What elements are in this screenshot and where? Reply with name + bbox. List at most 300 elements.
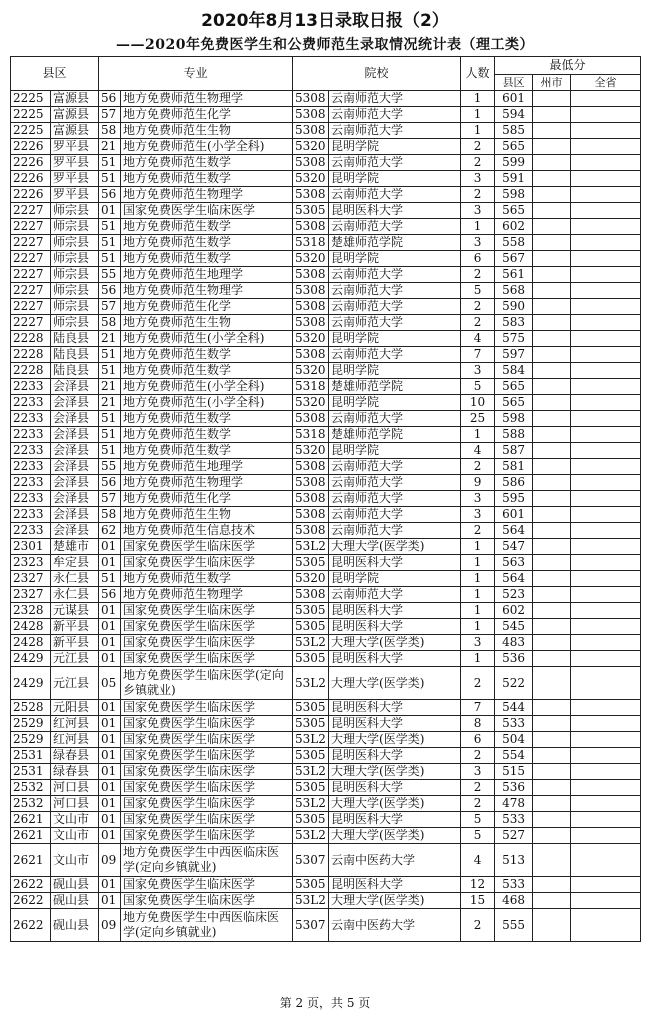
major-code-cell: 51	[99, 411, 121, 427]
table-row	[11, 571, 641, 587]
major-name-cell: 地方免费师范生数学	[121, 363, 293, 379]
county-code-cell: 2233	[11, 427, 51, 443]
county-code-cell: 2429	[11, 667, 51, 700]
min-city-cell	[533, 219, 571, 235]
school-code-cell: 5305	[293, 780, 329, 796]
county-name-cell: 会泽县	[51, 507, 99, 523]
min-province-cell	[571, 667, 641, 700]
school-code-cell: 5320	[293, 395, 329, 411]
school-name-cell: 云南师范大学	[329, 587, 461, 603]
county-name-cell: 会泽县	[51, 411, 99, 427]
school-code-cell: 5308	[293, 219, 329, 235]
county-code-cell: 2227	[11, 203, 51, 219]
county-name-cell: 牟定县	[51, 555, 99, 571]
table-row	[11, 283, 641, 299]
school-name-cell: 大理大学(医学类)	[329, 764, 461, 780]
major-name-cell: 地方免费师范生物理学	[121, 187, 293, 203]
major-code-cell: 57	[99, 491, 121, 507]
county-code-cell: 2529	[11, 732, 51, 748]
school-name-cell: 云南师范大学	[329, 459, 461, 475]
major-name-cell: 地方免费师范生物理学	[121, 91, 293, 107]
min-county-cell: 594	[495, 107, 533, 123]
major-code-cell: 01	[99, 619, 121, 635]
county-name-cell: 河口县	[51, 796, 99, 812]
count-cell: 2	[461, 459, 495, 475]
count-cell: 1	[461, 107, 495, 123]
min-city-cell	[533, 587, 571, 603]
min-county-cell: 588	[495, 427, 533, 443]
major-name-cell: 地方免费师范生生物	[121, 123, 293, 139]
count-cell: 3	[461, 203, 495, 219]
min-city-cell	[533, 251, 571, 267]
min-city-cell	[533, 635, 571, 651]
county-name-cell: 陆良县	[51, 363, 99, 379]
school-name-cell: 昆明学院	[329, 171, 461, 187]
school-code-cell: 5308	[293, 187, 329, 203]
county-code-cell: 2323	[11, 555, 51, 571]
min-city-cell	[533, 603, 571, 619]
school-code-cell: 53L2	[293, 732, 329, 748]
table-row	[11, 267, 641, 283]
major-code-cell: 21	[99, 395, 121, 411]
major-code-cell: 51	[99, 427, 121, 443]
header-count: 人数	[461, 57, 495, 91]
table-row	[11, 331, 641, 347]
county-name-cell: 陆良县	[51, 347, 99, 363]
min-county-cell: 513	[495, 844, 533, 877]
table-row	[11, 732, 641, 748]
count-cell: 2	[461, 748, 495, 764]
major-code-cell: 51	[99, 443, 121, 459]
school-code-cell: 5308	[293, 155, 329, 171]
min-city-cell	[533, 812, 571, 828]
major-code-cell: 51	[99, 219, 121, 235]
count-cell: 2	[461, 155, 495, 171]
county-code-cell: 2531	[11, 748, 51, 764]
table-row	[11, 459, 641, 475]
county-name-cell: 元谋县	[51, 603, 99, 619]
major-name-cell: 地方免费师范生数学	[121, 171, 293, 187]
county-name-cell: 罗平县	[51, 139, 99, 155]
min-province-cell	[571, 459, 641, 475]
school-code-cell: 53L2	[293, 893, 329, 909]
major-name-cell: 国家免费医学生临床医学	[121, 651, 293, 667]
school-code-cell: 5320	[293, 139, 329, 155]
table-row	[11, 251, 641, 267]
min-county-cell: 602	[495, 603, 533, 619]
major-code-cell: 01	[99, 812, 121, 828]
table-row	[11, 539, 641, 555]
school-code-cell: 5305	[293, 651, 329, 667]
school-name-cell: 云南师范大学	[329, 475, 461, 491]
table-row	[11, 587, 641, 603]
min-city-cell	[533, 732, 571, 748]
school-name-cell: 云南师范大学	[329, 523, 461, 539]
major-code-cell: 51	[99, 571, 121, 587]
count-cell: 4	[461, 844, 495, 877]
school-name-cell: 云南中医药大学	[329, 844, 461, 877]
major-code-cell: 57	[99, 299, 121, 315]
min-province-cell	[571, 315, 641, 331]
school-name-cell: 昆明医科大学	[329, 603, 461, 619]
count-cell: 6	[461, 251, 495, 267]
school-name-cell: 云南师范大学	[329, 507, 461, 523]
count-cell: 2	[461, 267, 495, 283]
school-name-cell: 云南师范大学	[329, 347, 461, 363]
table-row	[11, 187, 641, 203]
min-city-cell	[533, 619, 571, 635]
major-name-cell: 地方免费师范生物理学	[121, 587, 293, 603]
school-name-cell: 大理大学(医学类)	[329, 893, 461, 909]
county-name-cell: 师宗县	[51, 299, 99, 315]
major-name-cell: 地方免费师范生数学	[121, 427, 293, 443]
county-name-cell: 会泽县	[51, 475, 99, 491]
county-code-cell: 2227	[11, 283, 51, 299]
county-name-cell: 师宗县	[51, 315, 99, 331]
table-row	[11, 171, 641, 187]
county-code-cell: 2227	[11, 299, 51, 315]
count-cell: 2	[461, 139, 495, 155]
table-row	[11, 347, 641, 363]
count-cell: 5	[461, 828, 495, 844]
table-row	[11, 651, 641, 667]
min-city-cell	[533, 443, 571, 459]
major-name-cell: 国家免费医学生临床医学	[121, 796, 293, 812]
county-name-cell: 砚山县	[51, 893, 99, 909]
min-province-cell	[571, 363, 641, 379]
min-city-cell	[533, 171, 571, 187]
min-city-cell	[533, 475, 571, 491]
school-name-cell: 昆明学院	[329, 251, 461, 267]
major-code-cell: 01	[99, 539, 121, 555]
major-name-cell: 国家免费医学生临床医学	[121, 619, 293, 635]
min-county-cell: 587	[495, 443, 533, 459]
school-name-cell: 云南师范大学	[329, 267, 461, 283]
min-county-cell: 590	[495, 299, 533, 315]
min-province-cell	[571, 91, 641, 107]
county-code-cell: 2227	[11, 219, 51, 235]
table-row	[11, 315, 641, 331]
min-county-cell: 583	[495, 315, 533, 331]
count-cell: 2	[461, 780, 495, 796]
major-name-cell: 地方免费医学生中西医临床医学(定向乡镇就业)	[121, 909, 293, 942]
min-province-cell	[571, 812, 641, 828]
min-county-cell: 533	[495, 716, 533, 732]
county-code-cell: 2622	[11, 909, 51, 942]
table-row	[11, 555, 641, 571]
major-name-cell: 国家免费医学生临床医学	[121, 780, 293, 796]
table-row	[11, 379, 641, 395]
min-county-cell: 536	[495, 780, 533, 796]
county-code-cell: 2622	[11, 877, 51, 893]
min-province-cell	[571, 187, 641, 203]
min-county-cell: 523	[495, 587, 533, 603]
major-name-cell: 地方免费师范生物理学	[121, 475, 293, 491]
min-county-cell: 522	[495, 667, 533, 700]
header-school: 院校	[293, 57, 461, 91]
major-code-cell: 09	[99, 844, 121, 877]
count-cell: 5	[461, 379, 495, 395]
major-code-cell: 51	[99, 235, 121, 251]
table-row	[11, 395, 641, 411]
min-city-cell	[533, 347, 571, 363]
county-code-cell: 2531	[11, 764, 51, 780]
county-name-cell: 文山市	[51, 844, 99, 877]
min-city-cell	[533, 395, 571, 411]
min-county-cell: 601	[495, 507, 533, 523]
county-code-cell: 2327	[11, 587, 51, 603]
min-county-cell: 544	[495, 700, 533, 716]
count-cell: 2	[461, 796, 495, 812]
min-city-cell	[533, 299, 571, 315]
count-cell: 2	[461, 299, 495, 315]
county-name-cell: 会泽县	[51, 379, 99, 395]
min-province-cell	[571, 732, 641, 748]
major-name-cell: 地方免费师范生化学	[121, 491, 293, 507]
major-name-cell: 地方免费师范生地理学	[121, 459, 293, 475]
county-name-cell: 永仁县	[51, 571, 99, 587]
major-code-cell: 56	[99, 475, 121, 491]
county-name-cell: 师宗县	[51, 283, 99, 299]
county-code-cell: 2528	[11, 700, 51, 716]
county-name-cell: 河口县	[51, 780, 99, 796]
county-name-cell: 新平县	[51, 619, 99, 635]
table-row	[11, 764, 641, 780]
major-name-cell: 国家免费医学生临床医学	[121, 764, 293, 780]
min-county-cell: 545	[495, 619, 533, 635]
major-code-cell: 01	[99, 764, 121, 780]
min-county-cell: 565	[495, 139, 533, 155]
major-code-cell: 56	[99, 283, 121, 299]
county-name-cell: 会泽县	[51, 395, 99, 411]
school-code-cell: 5320	[293, 331, 329, 347]
school-name-cell: 云南中医药大学	[329, 909, 461, 942]
county-name-cell: 师宗县	[51, 219, 99, 235]
table-row	[11, 507, 641, 523]
table-row	[11, 299, 641, 315]
min-province-cell	[571, 267, 641, 283]
school-name-cell: 昆明学院	[329, 395, 461, 411]
min-county-cell: 565	[495, 379, 533, 395]
table-row	[11, 219, 641, 235]
major-name-cell: 国家免费医学生临床医学	[121, 893, 293, 909]
min-county-cell: 597	[495, 347, 533, 363]
school-name-cell: 昆明医科大学	[329, 203, 461, 219]
min-county-cell: 591	[495, 171, 533, 187]
table-row	[11, 203, 641, 219]
major-name-cell: 地方免费师范生(小学全科)	[121, 395, 293, 411]
min-county-cell: 558	[495, 235, 533, 251]
county-code-cell: 2228	[11, 363, 51, 379]
min-county-cell: 561	[495, 267, 533, 283]
county-code-cell: 2233	[11, 475, 51, 491]
min-city-cell	[533, 91, 571, 107]
major-code-cell: 21	[99, 379, 121, 395]
min-county-cell: 575	[495, 331, 533, 347]
min-county-cell: 584	[495, 363, 533, 379]
school-code-cell: 5318	[293, 235, 329, 251]
admission-table	[10, 56, 641, 942]
min-city-cell	[533, 411, 571, 427]
major-code-cell: 01	[99, 828, 121, 844]
school-name-cell: 云南师范大学	[329, 91, 461, 107]
school-name-cell: 楚雄师范学院	[329, 427, 461, 443]
major-code-cell: 58	[99, 123, 121, 139]
major-name-cell: 地方免费师范生(小学全科)	[121, 139, 293, 155]
min-city-cell	[533, 283, 571, 299]
county-code-cell: 2233	[11, 379, 51, 395]
min-city-cell	[533, 796, 571, 812]
school-code-cell: 5308	[293, 91, 329, 107]
table-row	[11, 107, 641, 123]
min-city-cell	[533, 667, 571, 700]
county-name-cell: 新平县	[51, 635, 99, 651]
min-city-cell	[533, 700, 571, 716]
min-province-cell	[571, 491, 641, 507]
county-name-cell: 红河县	[51, 716, 99, 732]
county-code-cell: 2529	[11, 716, 51, 732]
county-code-cell: 2328	[11, 603, 51, 619]
school-name-cell: 云南师范大学	[329, 107, 461, 123]
major-name-cell: 地方免费医学生中西医临床医学(定向乡镇就业)	[121, 844, 293, 877]
school-name-cell: 大理大学(医学类)	[329, 796, 461, 812]
county-code-cell: 2225	[11, 91, 51, 107]
school-code-cell: 5305	[293, 603, 329, 619]
min-county-cell: 567	[495, 251, 533, 267]
table-row	[11, 748, 641, 764]
major-code-cell: 01	[99, 700, 121, 716]
school-code-cell: 5308	[293, 107, 329, 123]
county-code-cell: 2228	[11, 331, 51, 347]
school-name-cell: 昆明医科大学	[329, 651, 461, 667]
school-name-cell: 昆明医科大学	[329, 780, 461, 796]
county-name-cell: 罗平县	[51, 171, 99, 187]
major-code-cell: 01	[99, 203, 121, 219]
count-cell: 1	[461, 555, 495, 571]
school-code-cell: 5305	[293, 812, 329, 828]
min-province-cell	[571, 651, 641, 667]
min-city-cell	[533, 459, 571, 475]
min-city-cell	[533, 651, 571, 667]
min-county-cell: 565	[495, 395, 533, 411]
school-name-cell: 云南师范大学	[329, 315, 461, 331]
school-code-cell: 5308	[293, 507, 329, 523]
count-cell: 8	[461, 716, 495, 732]
major-code-cell: 51	[99, 251, 121, 267]
major-name-cell: 地方免费师范生生物	[121, 315, 293, 331]
county-name-cell: 永仁县	[51, 587, 99, 603]
major-code-cell: 01	[99, 555, 121, 571]
min-city-cell	[533, 187, 571, 203]
min-city-cell	[533, 877, 571, 893]
school-name-cell: 昆明医科大学	[329, 555, 461, 571]
table-row	[11, 443, 641, 459]
county-name-cell: 红河县	[51, 732, 99, 748]
major-code-cell: 21	[99, 139, 121, 155]
header-min-county: 县区	[495, 75, 533, 91]
major-code-cell: 55	[99, 267, 121, 283]
table-row	[11, 603, 641, 619]
school-name-cell: 昆明医科大学	[329, 748, 461, 764]
county-code-cell: 2428	[11, 619, 51, 635]
county-name-cell: 陆良县	[51, 331, 99, 347]
page-subtitle: ——2020年免费医学生和公费师范生录取情况统计表（理工类）	[116, 37, 534, 53]
major-code-cell: 01	[99, 603, 121, 619]
count-cell: 1	[461, 587, 495, 603]
school-name-cell: 昆明医科大学	[329, 700, 461, 716]
school-name-cell: 昆明医科大学	[329, 812, 461, 828]
min-province-cell	[571, 587, 641, 603]
min-province-cell	[571, 748, 641, 764]
min-city-cell	[533, 155, 571, 171]
min-county-cell: 515	[495, 764, 533, 780]
min-province-cell	[571, 909, 641, 942]
min-county-cell: 586	[495, 475, 533, 491]
school-code-cell: 5305	[293, 748, 329, 764]
min-city-cell	[533, 363, 571, 379]
min-county-cell: 478	[495, 796, 533, 812]
school-code-cell: 53L2	[293, 828, 329, 844]
school-code-cell: 5320	[293, 251, 329, 267]
major-name-cell: 国家免费医学生临床医学	[121, 603, 293, 619]
school-code-cell: 53L2	[293, 635, 329, 651]
county-code-cell: 2621	[11, 828, 51, 844]
count-cell: 4	[461, 331, 495, 347]
school-code-cell: 53L2	[293, 667, 329, 700]
school-name-cell: 昆明学院	[329, 571, 461, 587]
major-name-cell: 国家免费医学生临床医学	[121, 748, 293, 764]
min-province-cell	[571, 700, 641, 716]
major-name-cell: 地方免费师范生物理学	[121, 283, 293, 299]
min-province-cell	[571, 603, 641, 619]
county-code-cell: 2227	[11, 315, 51, 331]
school-code-cell: 5308	[293, 315, 329, 331]
table-row	[11, 155, 641, 171]
county-code-cell: 2225	[11, 107, 51, 123]
school-code-cell: 53L2	[293, 539, 329, 555]
min-province-cell	[571, 139, 641, 155]
min-city-cell	[533, 107, 571, 123]
table-row	[11, 796, 641, 812]
table-row	[11, 700, 641, 716]
county-code-cell: 2428	[11, 635, 51, 651]
min-city-cell	[533, 379, 571, 395]
min-city-cell	[533, 203, 571, 219]
major-code-cell: 56	[99, 91, 121, 107]
min-city-cell	[533, 893, 571, 909]
min-province-cell	[571, 299, 641, 315]
table-row	[11, 411, 641, 427]
min-province-cell	[571, 844, 641, 877]
table-row	[11, 635, 641, 651]
major-code-cell: 21	[99, 331, 121, 347]
count-cell: 1	[461, 91, 495, 107]
county-name-cell: 富源县	[51, 107, 99, 123]
school-code-cell: 5318	[293, 379, 329, 395]
school-name-cell: 云南师范大学	[329, 491, 461, 507]
major-code-cell: 56	[99, 587, 121, 603]
major-name-cell: 地方免费师范生(小学全科)	[121, 379, 293, 395]
county-code-cell: 2622	[11, 893, 51, 909]
school-code-cell: 5320	[293, 171, 329, 187]
major-code-cell: 01	[99, 780, 121, 796]
min-province-cell	[571, 764, 641, 780]
min-city-cell	[533, 555, 571, 571]
min-province-cell	[571, 443, 641, 459]
major-code-cell: 51	[99, 171, 121, 187]
major-name-cell: 地方免费师范生数学	[121, 235, 293, 251]
county-code-cell: 2226	[11, 155, 51, 171]
